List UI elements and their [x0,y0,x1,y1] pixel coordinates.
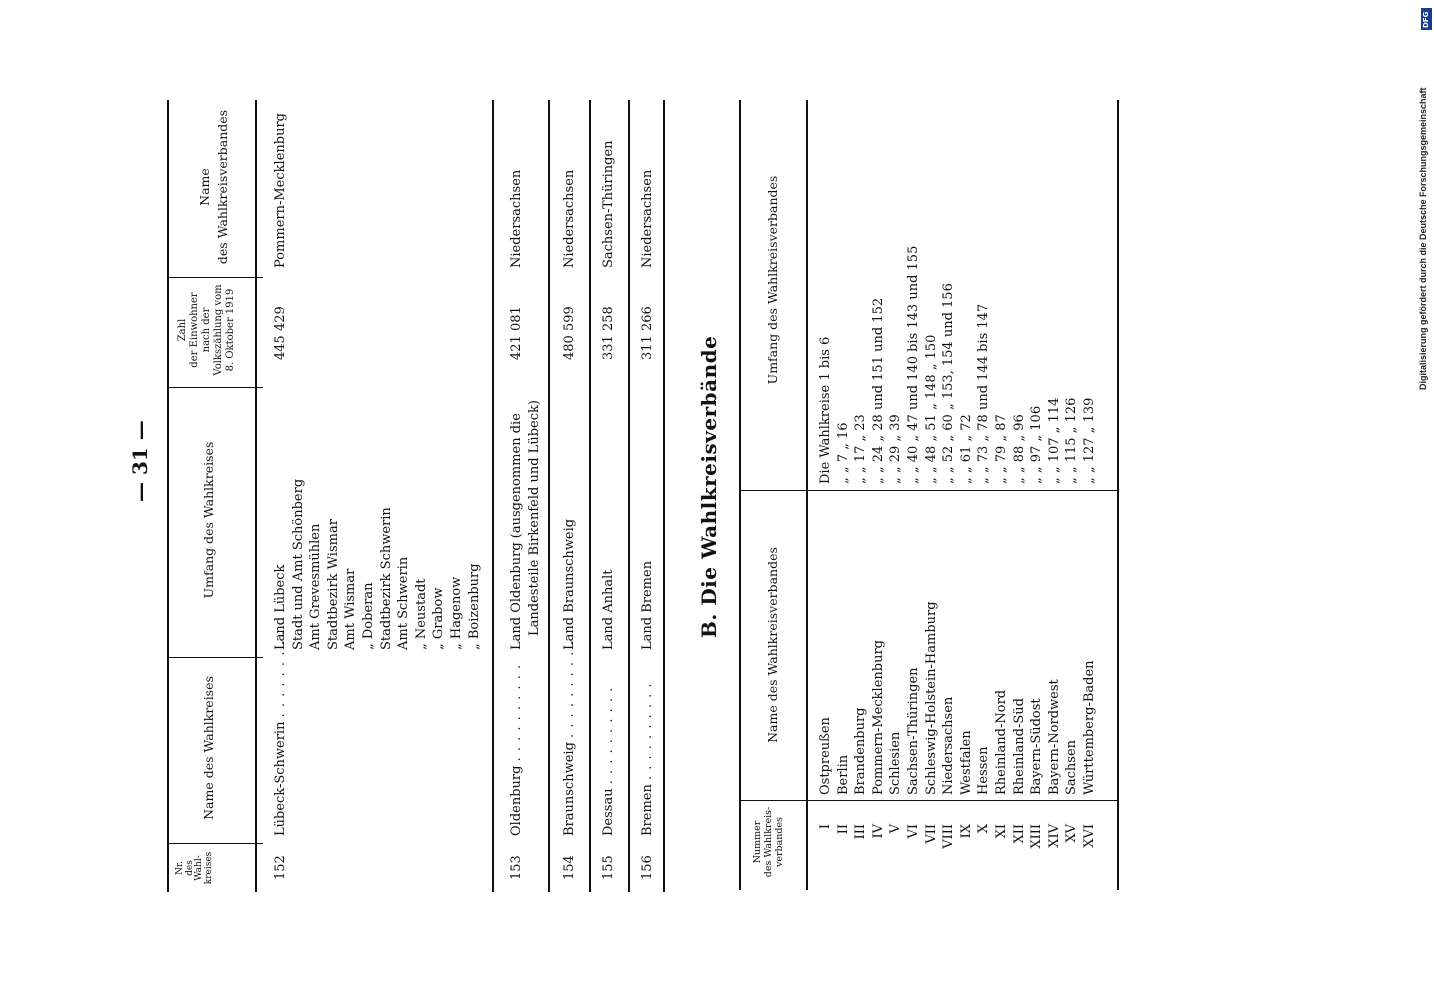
row-umfang: Land Braunschweig [562,518,577,650]
table-a-row-sep [628,100,630,892]
list-item: Rheinland-Süd [1011,698,1027,795]
row-zahl: 311 266 [640,306,655,360]
row-verband: Pommern-Mecklenburg [273,113,288,268]
table-a-row-sep [492,100,494,892]
row-zahl: 445 429 [273,306,288,360]
table-a-top-rule [167,100,169,892]
list-item: „ „ 88 „ 96 [1011,414,1027,484]
list-item: „ „ 24 „ 28 und 151 und 152 [870,297,886,484]
header-verband: Name des Wahlkreisverbandes [197,109,230,265]
table-row [561,850,579,880]
list-item: „ „ 17 „ 23 [853,414,869,484]
row-umfang: Land Anhalt [601,569,616,650]
row-zahl: 421 081 [509,306,524,360]
list-item: „ „ 127 „ 139 [1081,397,1097,484]
row-nr: 153 [509,855,524,880]
list-item: Bayern-Nordwest [1046,679,1062,795]
digitization-note: Digitalisierung gefördert durch die Deutsche Forschungsgemeinschaft [1418,87,1428,390]
list-item: Ostpreußen [818,717,833,795]
list-item: Pommern-Mecklenburg [870,640,886,795]
list-item: Sachsen [1064,739,1080,795]
page-number-value: 31 [128,447,152,476]
list-item: „ „ 115 „ 126 [1064,397,1080,484]
table-b-col-sep [741,800,1119,801]
row-verband: Niedersachsen [562,169,577,268]
header-umfang-verband: Umfang des Wahlkreisverbandes [765,175,780,385]
list-item: Hessen [976,746,992,795]
table-b-header-rule [806,100,808,890]
table-b-top-rule [739,100,741,890]
list-item: Schleswig-Holstein-Hamburg [923,601,939,795]
header-name: Name des Wahlkreises [201,676,216,820]
list-item: Bayern-Südost [1029,698,1045,795]
header-nummer: Nummer des Wahlkreis- verbandes [752,806,785,878]
header-umfang: Umfang des Wahlkreises [201,441,216,599]
row-zahl: 480 599 [562,306,577,360]
table-row [272,850,290,880]
row-name: Dessau . . . [600,666,618,836]
page-number: — 31 — [128,420,152,502]
list-item: Schlesien [888,731,904,795]
row-nr: 156 [640,855,655,880]
header-zahl: Zahl der Einwohner nach der Volkszählung vom 8. Oktober 1919 [177,284,236,376]
header-name-verband: Name des Wahlkreisverbandes [765,547,780,743]
list-item: „ „ 61 „ 72 [958,414,974,484]
table-a-col-sep [167,843,263,844]
list-item: „ „ 48 „ 51 „ 148 „ 150 [923,334,939,484]
list-item: „ „ 40 „ 47 und 140 bis 143 und 155 [905,245,921,484]
table-a-col-sep [167,387,263,388]
table-b-col-sep [741,490,1119,491]
table-row [639,850,657,880]
list-item: Sachsen-Thüringen [905,667,921,795]
list-item: Die Wahlkreise 1 bis 6 [818,336,833,484]
table-a-row-sep [589,100,591,892]
list-item: „ „ 29 „ 39 [888,414,904,484]
list-item: „ „ 7 „ 16 [835,422,851,484]
table-a-bottom-rule [663,100,665,892]
row-name: Bremen . . . [639,666,657,836]
list-item: Berlin [835,754,851,795]
list-item: Württemberg-Baden [1081,660,1097,795]
list-item: „ „ 79 „ 87 [993,414,1009,484]
row-umfang: Land Lübeck Stadt und Amt Schönberg Amt Grevesmühlen Stadtbezirk Wismar Amt Wismar „ Doberan Stadtbezirk Schwerin Amt Schwerin „ Neustadt „ Grabow „ Hagenow „ Boizenburg [273,478,482,650]
list-item: Brandenburg [853,707,869,795]
row-nr: 154 [562,855,577,880]
table-a-row-sep [548,100,550,892]
row-verband: Niedersachsen [509,169,524,268]
table-row [600,850,618,880]
row-nr: 152 [273,855,288,880]
table-b-bottom-rule [1117,100,1119,890]
list-item: „ „ 107 „ 114 [1046,397,1062,484]
verband-names [817,495,1099,795]
verband-numbers: I II III IV V VI VII VIII IX X XI XII XIII XIV XV XVI [818,824,1097,849]
row-nr: 155 [601,855,616,880]
list-item: Westfalen [958,730,974,795]
row-verband: Niedersachsen [640,169,655,268]
list-item: Niedersachsen [941,696,957,795]
row-zahl: 331 258 [601,306,616,360]
row-umfang: Land Oldenburg (ausgenommen die Landesteile Birkenfeld und Lübeck) [509,400,542,650]
list-item: „ „ 97 „ 106 [1029,405,1045,484]
row-name: Lübeck-Schwerin . . . [272,666,290,836]
row-name: Braunschweig . . . [561,666,579,836]
row-name: Oldenburg . . . [508,666,526,836]
header-nr: Nr. des Wahl- kreises [175,851,214,885]
row-umfang: Land Bremen [640,560,655,650]
list-item: Rheinland-Nord [993,689,1009,795]
list-item: „ „ 52 „ 60 „ 153, 154 und 156 [941,283,957,484]
section-b-title: B. Die Wahlkreisverbände [697,335,721,638]
table-row [508,850,526,880]
list-item: „ „ 73 „ 78 und 144 bis 147 [976,303,992,484]
row-verband: Sachsen-Thüringen [601,140,616,268]
table-a-header-rule [255,100,257,892]
verband-umfang [817,4,1099,484]
dfg-logo: DFG [1421,8,1432,30]
